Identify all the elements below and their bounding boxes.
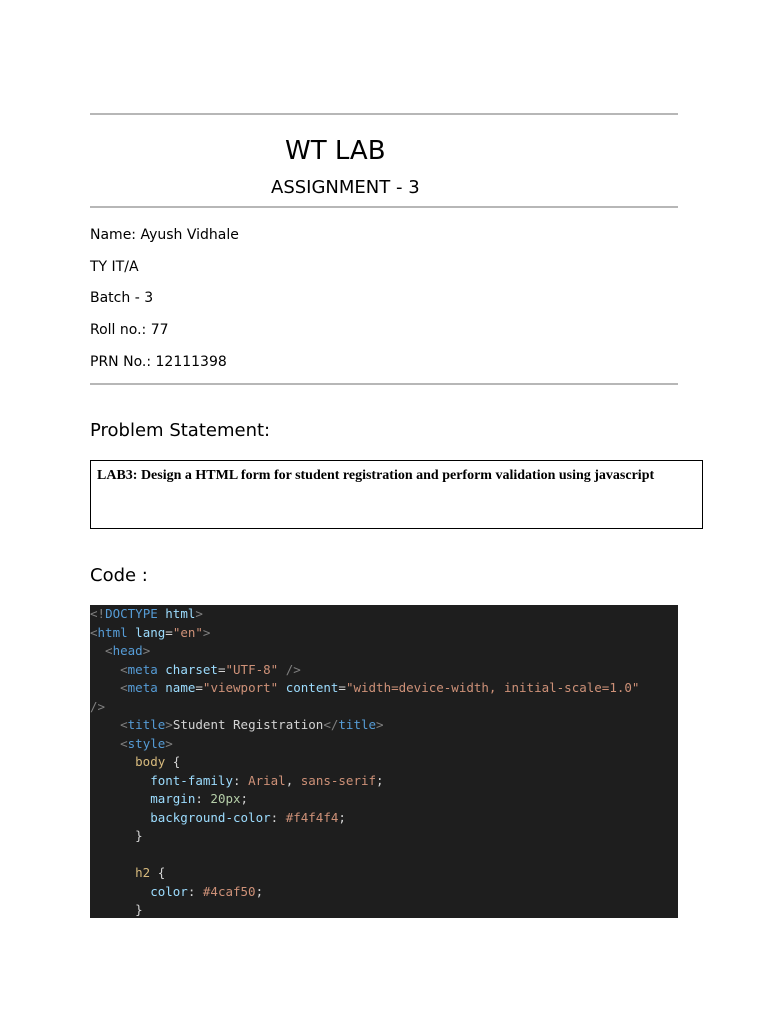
student-roll: Roll no.: 77	[90, 322, 169, 338]
code-token: h2	[90, 865, 151, 880]
code-token: content	[278, 680, 339, 695]
code-token: <	[90, 717, 128, 732]
student-name: Name: Ayush Vidhale	[90, 227, 239, 243]
code-token: }	[90, 902, 143, 917]
code-token: <	[90, 735, 128, 751]
code-token: color	[90, 883, 188, 899]
info-bottom-rule	[90, 383, 678, 385]
code-token: ;	[376, 772, 384, 788]
code-token: html	[157, 606, 196, 621]
code-token: meta	[127, 680, 158, 695]
code-token: charset	[157, 661, 218, 677]
code-token: meta	[127, 661, 158, 677]
code-token: margin	[90, 791, 196, 806]
code-token: <	[90, 643, 113, 658]
code-token: body	[90, 754, 166, 769]
code-line	[90, 901, 678, 918]
title-bottom-rule	[90, 206, 678, 208]
page-title: WT LAB	[285, 136, 386, 166]
code-token: title	[127, 717, 166, 732]
code-token: #4caf50	[202, 883, 256, 899]
code-token: }	[90, 828, 143, 843]
code-token: </	[323, 717, 339, 732]
code-token: <!	[90, 606, 106, 621]
code-token: =	[195, 680, 203, 695]
code-line	[90, 883, 678, 902]
code-line	[90, 735, 678, 754]
code-line	[90, 642, 678, 661]
code-line	[90, 753, 678, 772]
code-token: ;	[255, 883, 264, 899]
code-heading: Code :	[90, 565, 148, 586]
code-token: ;	[240, 791, 249, 806]
problem-statement-text: LAB3: Design a HTML form for student registration and perform validation using javascript	[97, 468, 655, 483]
code-token: =	[338, 680, 346, 695]
top-rule	[90, 113, 678, 115]
code-token: {	[165, 754, 181, 769]
code-token: =	[165, 624, 173, 640]
code-token: >	[165, 735, 173, 751]
code-token: Arial	[248, 772, 286, 788]
code-line	[90, 827, 678, 846]
page-subtitle: ASSIGNMENT - 3	[271, 177, 420, 198]
code-token: Student Registration	[172, 717, 324, 732]
code-token: #f4f4f4	[285, 809, 339, 825]
code-token: =	[217, 661, 226, 677]
student-prn: PRN No.: 12111398	[90, 354, 227, 370]
problem-heading: Problem Statement:	[90, 420, 271, 441]
code-token: sans-serif	[300, 772, 377, 788]
code-token: background-color	[90, 809, 271, 825]
code-token: "en"	[172, 624, 203, 640]
code-token: :	[187, 883, 203, 899]
code-token: font-family	[90, 772, 233, 788]
code-token: ,	[285, 772, 301, 788]
code-block	[90, 605, 678, 918]
code-token: >	[142, 643, 151, 658]
code-token: lang	[127, 624, 166, 640]
code-line	[90, 679, 678, 698]
code-line	[90, 661, 678, 680]
code-token: title	[338, 717, 377, 732]
code-token: <	[90, 661, 128, 677]
code-token: />	[278, 661, 301, 677]
code-token: head	[112, 643, 143, 658]
code-line	[90, 605, 678, 624]
code-token: />	[90, 698, 106, 714]
problem-statement-box	[90, 460, 703, 529]
code-line	[90, 698, 678, 717]
code-line	[90, 624, 678, 643]
code-line	[90, 864, 678, 883]
code-line	[90, 809, 678, 828]
code-token: "viewport"	[202, 680, 279, 695]
code-token: html	[97, 624, 128, 640]
code-token: >	[376, 717, 384, 732]
student-class: TY IT/A	[90, 259, 139, 275]
code-token: <	[90, 680, 128, 695]
code-token: <	[90, 624, 98, 640]
code-token: DOCTYPE	[105, 606, 158, 621]
code-line	[90, 772, 678, 791]
code-line	[90, 846, 678, 865]
code-token: :	[270, 809, 286, 825]
code-line	[90, 716, 678, 735]
code-token: "UTF-8"	[225, 661, 279, 677]
code-token: >	[195, 606, 203, 621]
code-token: :	[233, 772, 249, 788]
code-token: "width=device-width, initial-scale=1.0"	[345, 680, 640, 695]
code-token: ;	[338, 809, 346, 825]
code-token: >	[165, 717, 173, 732]
code-token: {	[150, 865, 166, 880]
code-token: :	[195, 791, 211, 806]
code-line	[90, 790, 678, 809]
code-token: 20px	[210, 791, 241, 806]
code-token: style	[127, 735, 166, 751]
code-token: name	[157, 680, 196, 695]
student-batch: Batch - 3	[90, 290, 154, 306]
code-token: >	[202, 624, 211, 640]
